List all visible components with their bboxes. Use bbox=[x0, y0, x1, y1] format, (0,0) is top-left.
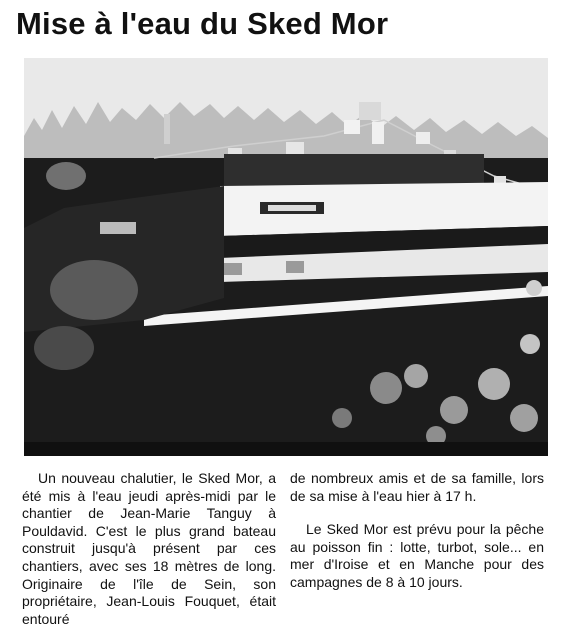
article-paragraph-1-continued: de nombreux amis et de sa famille, lors de sa mise à l'eau hier à 17 h. bbox=[290, 470, 544, 504]
article-paragraph-2: Le Sked Mor est prévu pour la pêche au poisson fin : lotte, turbot, sole... en mer d'Iroise et en Manche pour des campagnes de 8 à 10 jours. bbox=[290, 521, 544, 590]
article-paragraph-1: Un nouveau chalutier, le Sked Mor, a été mis à l'eau jeudi après-midi par le chantier de Jean-Marie Tanguy à Pouldavid. C'est le plus grand bateau construit jusqu'à présent par ces chantiers, avec ses 18 mètres de long. Originaire de l'île de Sein, son propriétaire, Jean-Louis Fouquet, était entouré bbox=[22, 470, 276, 627]
headline: Mise à l'eau du Sked Mor bbox=[16, 6, 389, 41]
boat-launch-photo-image bbox=[24, 58, 548, 456]
article-column-left bbox=[22, 470, 276, 628]
boat-launch-photo bbox=[24, 58, 548, 456]
article-column-right bbox=[290, 470, 544, 592]
